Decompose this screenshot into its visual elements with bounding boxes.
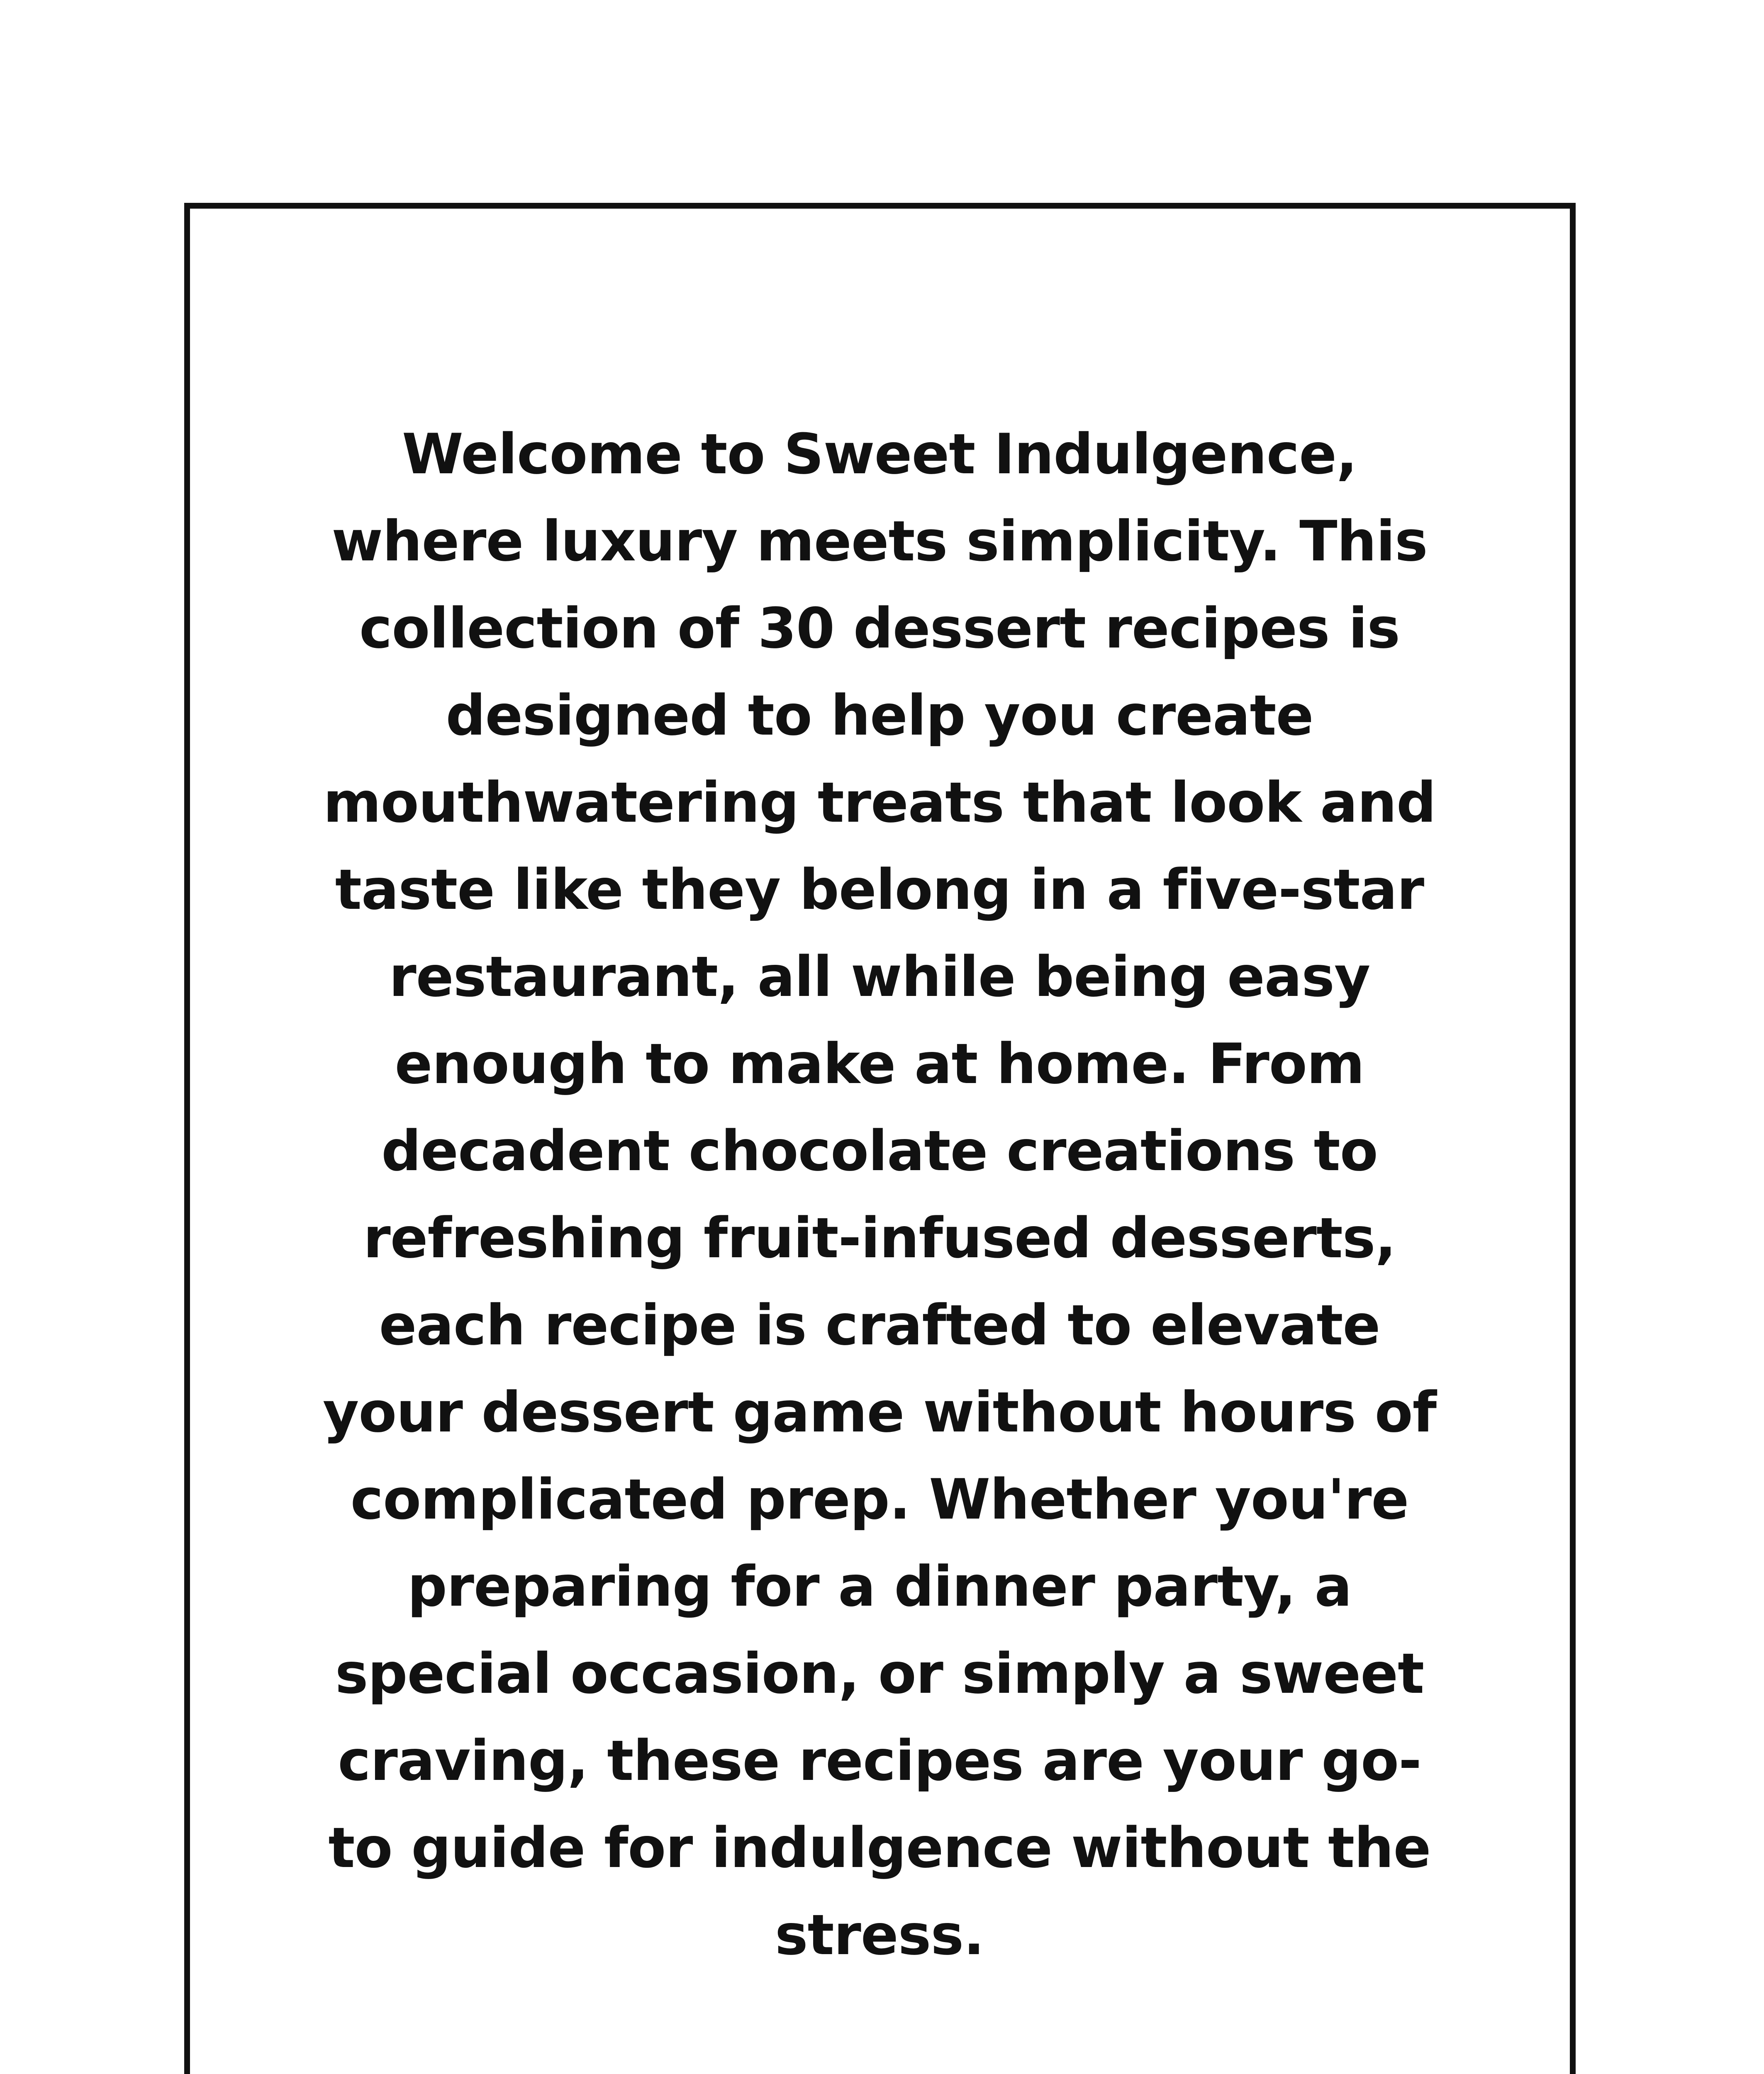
frame-top-border <box>184 203 1576 209</box>
frame-right-border <box>1570 203 1576 2074</box>
frame-left-border <box>184 203 190 2074</box>
intro-paragraph: Welcome to Sweet Indulgence, where luxury meets simplicity. This collection of 30 dessert recipes is designed to help you create mouthwatering treats that look and taste like they belong in a five-star restaurant, all while being easy enough to make at home. From decadent chocolate creations to refreshing fruit-infused desserts, each recipe is crafted to elevate your dessert game without hours of complicated prep. Whether you're preparing for a dinner party, a special occasion, or simply a sweet craving, these recipes are your go-to guide for indulgence without the stress. <box>322 422 1437 1967</box>
